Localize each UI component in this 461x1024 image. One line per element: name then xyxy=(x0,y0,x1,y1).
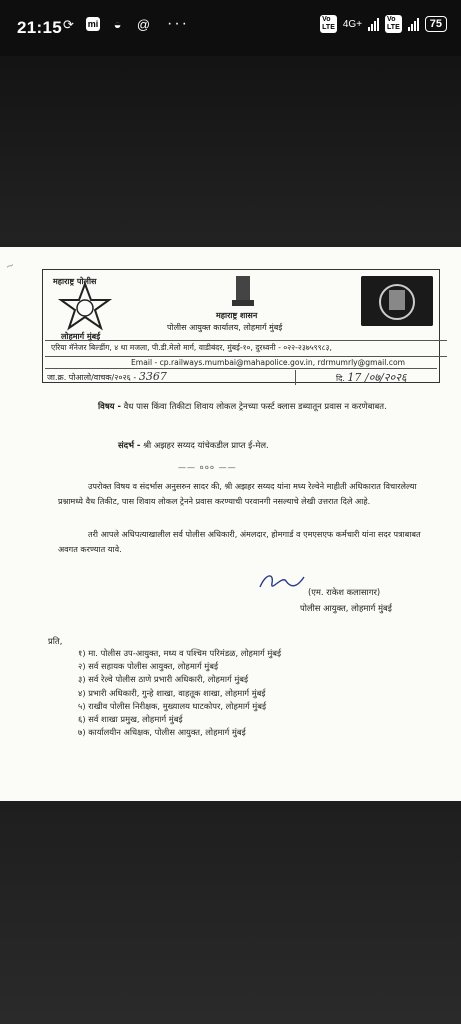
body-paragraph-1: उपरोक्त विषय व संदर्भास अनुसरुन सादर की, श्री अझहर सय्यद यांना मध्य रेल्वेने माहीती अधिकारात विचारलेल्या प्रश्नामध्ये वैध तिकीट, पास शिवाय लोकल ट्रेनने प्रवास करण्याची परवानगी नसल्याचे लेखी उत्तरात दिले आहे. xyxy=(58,481,417,506)
reference-text: श्री अझहर सय्यद यांचेकडील प्राप्त ई-मेल. xyxy=(143,440,269,450)
list-item: ७) कार्यालयीन अधिक्षक, पोलीस आयुक्त, लोहमार्ग मुंबई xyxy=(78,727,246,738)
letter-image[interactable] xyxy=(0,247,461,801)
status-time: 21:15 xyxy=(17,18,62,37)
date-handwritten: 17 /०७/२०२६ xyxy=(347,371,407,384)
system-indicators xyxy=(320,15,447,33)
copy-to-label: प्रति, xyxy=(48,636,63,646)
sync-icon: ⟳ xyxy=(63,16,74,32)
reference xyxy=(118,440,269,451)
subject xyxy=(98,399,398,414)
reference-label: संदर्भ - xyxy=(118,440,141,450)
ref-date xyxy=(295,370,407,385)
org-unit: लोहमार्ग मुंबई xyxy=(61,332,101,341)
date-label: दि. xyxy=(336,374,345,383)
subject-label: विषय - xyxy=(98,401,121,411)
copy-to-list xyxy=(78,647,281,739)
government-name: महाराष्ट्र शासन xyxy=(216,311,258,320)
signal-icon-2 xyxy=(408,17,419,31)
letterhead xyxy=(42,269,440,383)
at-icon: @ xyxy=(136,16,151,32)
national-emblem-icon xyxy=(228,272,258,312)
list-item: ६) सर्व शाखा प्रमुख, लोहमार्ग मुंबई xyxy=(78,714,183,725)
battery-icon: 75 xyxy=(425,16,447,32)
signature-icon xyxy=(252,569,312,593)
ref-number-label: जा.क्र. पोआलो/वाचक/२०२६ - xyxy=(47,373,137,382)
office-name: पोलीस आयुक्त कार्यालय, लोहमार्ग मुंबई xyxy=(167,323,283,332)
reference-line xyxy=(45,368,437,383)
list-item: ५) राखीव पोलीस निरीक्षक, मुख्यालय घाटकोपर, लोहमार्ग मुंबई xyxy=(78,700,267,711)
list-item: २) सर्व सहायक पोलीस आयुक्त, लोहमार्ग मुंबई xyxy=(78,661,219,672)
separator: —— ००० —— xyxy=(178,463,237,472)
subject-text: वैध पास किंवा तिकीटा शिवाय लोकल ट्रेनच्या फर्स्ट क्लास डब्यातून प्रवास न करणेबाबत. xyxy=(123,401,387,411)
notification-icons xyxy=(60,15,189,33)
status-bar xyxy=(0,0,461,56)
more-notifications-icon: ··· xyxy=(167,15,189,32)
office-email: Email - cp.railways.mumbai@mahapolice.gov.in, rdrmumrly@gmail.com xyxy=(131,358,405,367)
org-name: महाराष्ट्र पोलीस xyxy=(53,277,97,286)
corner-mark: ~ xyxy=(4,259,17,274)
police-star-emblem-icon xyxy=(49,278,121,338)
police-seal-icon xyxy=(361,276,433,326)
volte-icon-2: Vo LTE xyxy=(387,16,400,31)
list-item: ३) सर्व रेल्वे पोलीस ठाणे प्रभारी अधिकारी, लोहमार्ग मुंबई xyxy=(78,674,249,685)
list-item: १) मा. पोलीस उप-आयुक्त, मध्य व पश्चिम परिमंडळ, लोहमार्ग मुंबई xyxy=(78,648,282,658)
body-paragraph-2: तरी आपले अधिपत्याखालील सर्व पोलीस अधिकारी, अंमलदार, होमगार्ड व एमएसएफ कर्मचारी यांना सदर पत्राबाबत अवगत करण्यात यावे. xyxy=(58,529,421,554)
list-item: ४) प्रभारी अधिकारी, गुन्हे शाखा, वाहतूक शाखा, लोहमार्ग मुंबई xyxy=(78,687,266,698)
signatory-title: पोलीस आयुक्त, लोहमार्ग मुंबई xyxy=(300,603,392,613)
signatory-name: (एम. राकेश कलासागर) xyxy=(308,587,381,597)
network-type: 4G+ xyxy=(342,18,363,30)
ref-number-handwritten: 3367 xyxy=(138,370,167,383)
volte-icon: Vo LTE xyxy=(322,16,335,31)
office-address: एरिया मॅनेजर बिल्डींग, ४ था मजला, पी.डी.मेलो मार्ग, वाडीबंदर, मुंबई-१०, दुरध्वनी - ०२२-२३७५९९८३, xyxy=(45,340,447,357)
gamepad-icon: ◒ xyxy=(113,16,122,32)
ref-number xyxy=(47,370,167,383)
signal-icon xyxy=(368,17,379,31)
mi-app-icon: mi xyxy=(87,19,99,29)
